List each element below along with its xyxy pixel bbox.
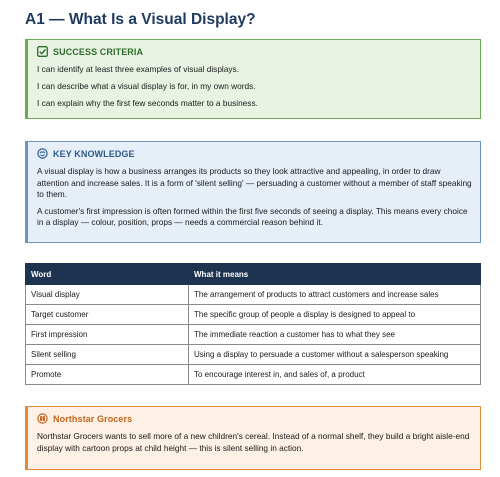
table-row bbox=[26, 285, 481, 305]
definition-cell: To encourage interest in, and sales of, a product bbox=[189, 365, 481, 385]
column-header-word: Word bbox=[26, 264, 189, 285]
brain-icon bbox=[37, 148, 48, 159]
success-criteria-header bbox=[37, 46, 143, 57]
definition-cell: The specific group of people a display is designed to appeal to bbox=[189, 305, 481, 325]
success-criteria-box bbox=[25, 39, 481, 119]
success-criteria-list bbox=[37, 64, 472, 115]
term-cell: Target customer bbox=[26, 305, 189, 325]
term-cell: Silent selling bbox=[26, 345, 189, 365]
success-criteria-heading: SUCCESS CRITERIA bbox=[53, 46, 144, 57]
case-study-header bbox=[37, 413, 132, 424]
criteria-item: I can describe what a visual display is for, in my own words. bbox=[37, 81, 256, 91]
definition-cell: Using a display to persuade a customer without a salesperson speaking bbox=[189, 345, 481, 365]
term-cell: Promote bbox=[26, 365, 189, 385]
column-header-meaning: What it means bbox=[189, 264, 481, 285]
knowledge-paragraph: A customer's first impression is often formed within the first five seconds of seeing a display. This means every choice in a display — colour, position, props — needs a commercial reason behind it. bbox=[37, 205, 468, 227]
term-cell: Visual display bbox=[26, 285, 189, 305]
case-study-text: Northstar Grocers wants to sell more of a new children's cereal. Instead of a normal shelf, they build a bright aisle-end display with cartoon props at child height — this is silent selling in action. bbox=[37, 431, 470, 453]
case-study-heading: Northstar Grocers bbox=[53, 413, 133, 424]
criteria-item: I can explain why the first few seconds matter to a business. bbox=[37, 98, 258, 108]
table-row bbox=[26, 305, 481, 325]
table-header-row bbox=[26, 264, 481, 285]
table-row bbox=[26, 345, 481, 365]
key-knowledge-header bbox=[37, 148, 135, 159]
key-knowledge-body bbox=[37, 166, 472, 234]
checkbox-icon bbox=[37, 46, 48, 57]
table-row bbox=[26, 365, 481, 385]
criteria-item: I can identify at least three examples of visual displays. bbox=[37, 64, 239, 74]
case-study-icon bbox=[37, 413, 48, 424]
key-knowledge-heading: KEY KNOWLEDGE bbox=[53, 148, 135, 159]
table-row bbox=[26, 325, 481, 345]
key-knowledge-box bbox=[25, 141, 481, 243]
page-title: A1 — What Is a Visual Display? bbox=[25, 11, 256, 28]
knowledge-paragraph: A visual display is how a business arranges its products so they look attractive and appealing, in order to draw attention and increase sales. It is a form of 'silent selling' — persuading a customer without a member of staff speaking to them. bbox=[37, 166, 472, 199]
definition-cell: The immediate reaction a customer has to what they see bbox=[189, 325, 481, 345]
case-study-box bbox=[25, 406, 481, 470]
case-study-body bbox=[37, 431, 472, 454]
definition-cell: The arrangement of products to attract customers and increase sales bbox=[189, 285, 481, 305]
term-cell: First impression bbox=[26, 325, 189, 345]
glossary-table bbox=[25, 263, 481, 385]
